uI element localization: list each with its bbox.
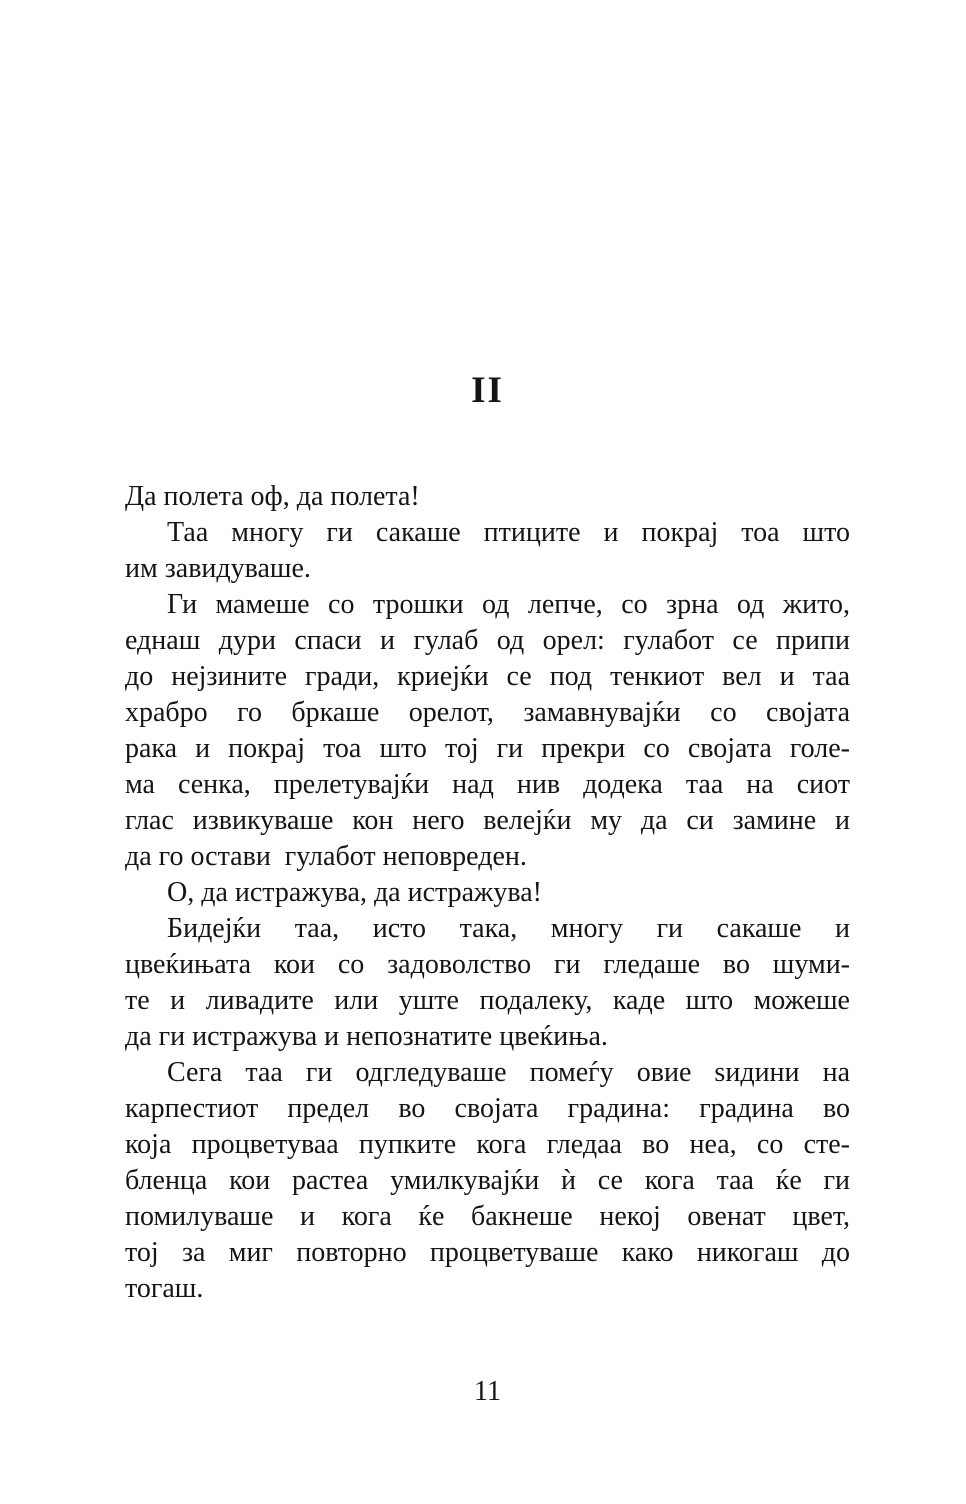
text-line: им завидуваше. [125, 553, 311, 584]
paragraph [125, 911, 850, 1055]
text-line: глас извикуваше кон него велејќи му да си замине и [125, 805, 850, 836]
text-line: Сега таа ги одгледуваше помеѓу овие ѕидини на [167, 1057, 850, 1088]
chapter-heading: II [471, 370, 504, 411]
text-line: ма сенка, прелетувајќи над нив додека таа на сиот [125, 769, 850, 800]
text-line: да ги истражува и непознатите цвеќиња. [125, 1021, 608, 1052]
text-line: рака и покрај тоа што тој ги прекри со својата голе- [125, 733, 850, 764]
text-line: до нејзините гради, криејќи се под тенкиот вел и таа [125, 661, 850, 692]
text-line: тогаш. [125, 1273, 204, 1304]
page-number: 11 [474, 1376, 501, 1407]
text-line: Таа многу ги сакаше птиците и покрај тоа што [167, 517, 850, 548]
text-line: цвеќињата кои со задоволство ги гледаше во шуми- [125, 949, 850, 980]
text-line: Да полета оф, да полета! [125, 481, 420, 512]
text-line: О, да истражува, да истражува! [167, 877, 542, 908]
text-line: храбро го бркаше орелот, замавнувајќи со својата [125, 697, 850, 728]
paragraph [125, 875, 850, 911]
text-line: да го остави гулабот неповреден. [125, 841, 527, 872]
body-text [125, 479, 850, 1307]
text-line: Ги мамеше со трошки од лепче, со зрна од жито, [167, 589, 850, 620]
paragraph [125, 587, 850, 875]
text-line: тој за миг повторно процветуваше како никогаш до [125, 1237, 850, 1268]
paragraph [125, 1055, 850, 1307]
text-line: еднаш дури спаси и гулаб од орел: гулабот се припи [125, 625, 850, 656]
text-line: која процветуваа пупките кога гледаа во неа, со сте- [125, 1129, 850, 1160]
text-line: Бидејќи таа, исто така, многу ги сакаше и [167, 913, 850, 944]
text-line: карпестиот предел во својата градина: градина во [125, 1093, 850, 1124]
text-line: помилуваше и кога ќе бакнеше некој овенат цвет, [125, 1201, 850, 1232]
text-line: те и ливадите или уште подалеку, каде што можеше [125, 985, 850, 1016]
paragraph [125, 515, 850, 587]
paragraph [125, 479, 850, 515]
text-line: бленца кои растеа умилкувајќи ѝ се кога таа ќе ги [125, 1165, 850, 1196]
